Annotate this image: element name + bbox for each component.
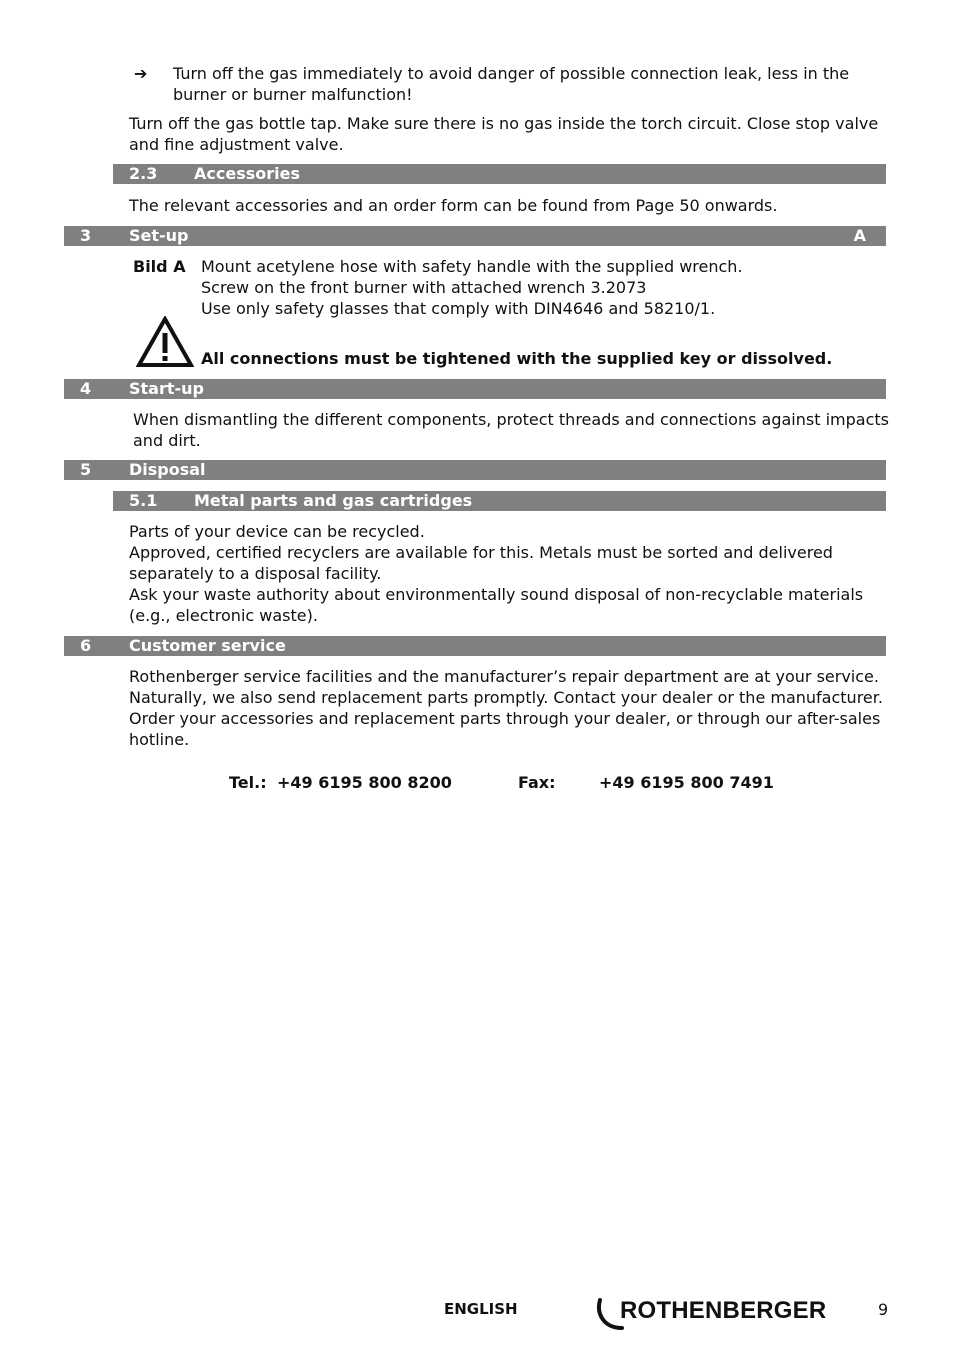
paragraph-line: When dismantling the different components, protect threads and connections against impacts xyxy=(133,410,889,429)
section-bar-5 xyxy=(64,460,886,480)
section-number: 4 xyxy=(80,379,92,398)
section-bar-2-3 xyxy=(113,164,886,184)
paragraph-line: Ask your waste authority about environmentally sound disposal of non-recyclable materials xyxy=(129,585,864,604)
bullet-line: Turn off the gas immediately to avoid danger of possible connection leak, less in the xyxy=(173,64,850,83)
tel-value: +49 6195 800 8200 xyxy=(277,773,452,792)
paragraph-line: (e.g., electronic waste). xyxy=(129,606,318,625)
arrow-right-icon: ➔ xyxy=(134,64,148,83)
paragraph-line: Turn off the gas bottle tap. Make sure there is no gas inside the torch circuit. Close stop valve xyxy=(129,114,879,133)
paragraph-line: and dirt. xyxy=(133,431,201,450)
page-number: 9 xyxy=(878,1300,889,1319)
warning-text: All connections must be tightened with the supplied key or dissolved. xyxy=(201,349,833,368)
brand-name: ROTHENBERGER xyxy=(620,1297,827,1324)
setup-instructions xyxy=(201,256,743,319)
paragraph-gas-off xyxy=(129,113,878,155)
figure-ref: A xyxy=(853,226,866,245)
paragraph-line: Rothenberger service facilities and the manufacturer’s repair department are at your service. xyxy=(129,667,879,686)
disposal-text xyxy=(129,521,863,626)
fax-label: Fax: xyxy=(518,773,556,792)
instruction-line: Screw on the front burner with attached wrench 3.2073 xyxy=(201,278,647,297)
bullet-line: burner or burner malfunction! xyxy=(173,85,413,104)
section-number: 3 xyxy=(80,226,92,245)
paragraph-line: Order your accessories and replacement parts through your dealer, or through our after-sales xyxy=(129,709,881,728)
service-text xyxy=(129,666,883,750)
section-title: Accessories xyxy=(194,164,300,183)
paragraph-line: and fine adjustment valve. xyxy=(129,135,344,154)
section-bar-6 xyxy=(64,636,886,656)
warning-triangle-icon xyxy=(136,316,194,368)
paragraph-line: Naturally, we also send replacement parts promptly. Contact your dealer or the manufacturer. xyxy=(129,688,883,707)
accessories-text: The relevant accessories and an order form can be found from Page 50 onwards. xyxy=(129,196,778,215)
section-number: 6 xyxy=(80,636,92,655)
bild-label: Bild A xyxy=(133,257,186,276)
section-number: 5.1 xyxy=(129,491,158,510)
instruction-line: Use only safety glasses that comply with DIN4646 and 58210/1. xyxy=(201,299,716,318)
section-title: Metal parts and gas cartridges xyxy=(194,491,473,510)
tel-label: Tel.: xyxy=(229,773,267,792)
section-title: Customer service xyxy=(129,636,286,655)
fax-value: +49 6195 800 7491 xyxy=(599,773,774,792)
section-bar-4 xyxy=(64,379,886,399)
section-number: 2.3 xyxy=(129,164,158,183)
bullet-text xyxy=(173,63,849,105)
section-title: Set-up xyxy=(129,226,189,245)
footer-language: ENGLISH xyxy=(444,1300,518,1318)
paragraph-line: Approved, certified recyclers are available for this. Metals must be sorted and delivered xyxy=(129,543,833,562)
startup-text xyxy=(133,409,889,451)
instruction-line: Mount acetylene hose with safety handle with the supplied wrench. xyxy=(201,257,743,276)
section-title: Start-up xyxy=(129,379,204,398)
paragraph-line: separately to a disposal facility. xyxy=(129,564,382,583)
section-bar-3 xyxy=(64,226,886,246)
paragraph-line: hotline. xyxy=(129,730,190,749)
section-bar-5-1 xyxy=(113,491,886,511)
paragraph-line: Parts of your device can be recycled. xyxy=(129,522,425,541)
section-title: Disposal xyxy=(129,460,206,479)
section-number: 5 xyxy=(80,460,92,479)
brand-logo xyxy=(596,1296,836,1332)
